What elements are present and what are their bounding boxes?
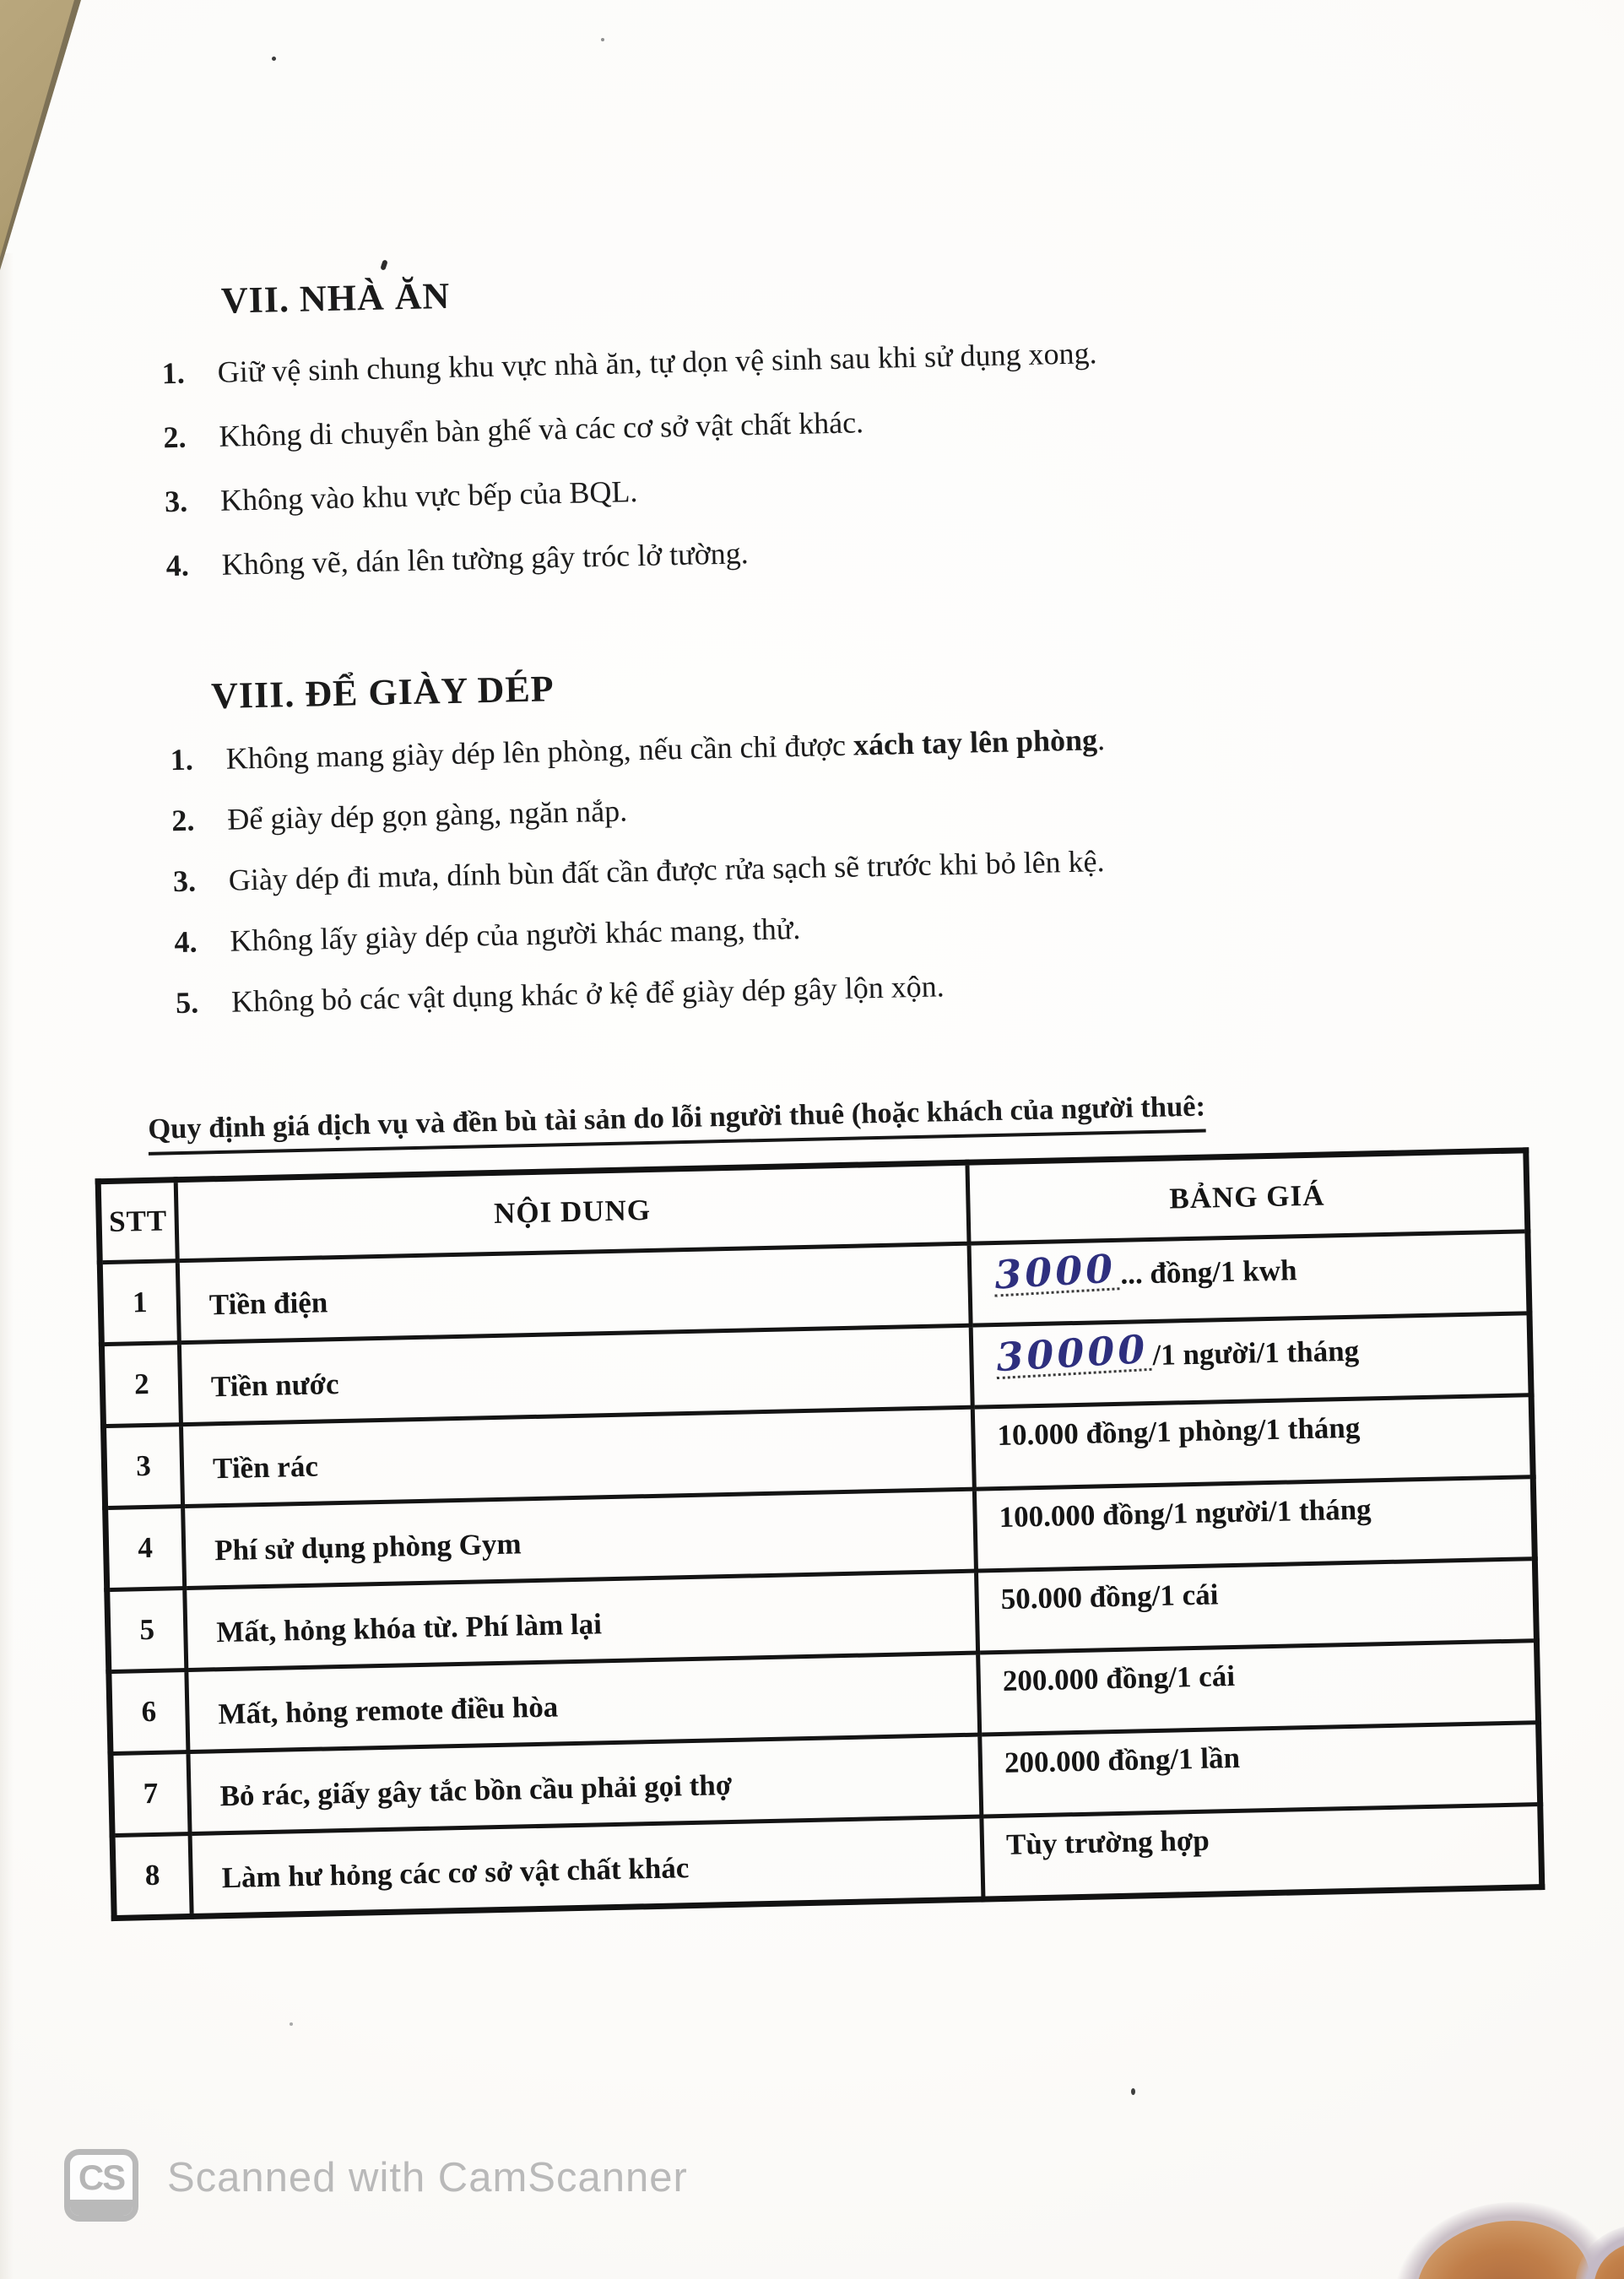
list-item-text: Không bỏ các vật dụng khác ở kệ để giày dép gây lộn xộn. (230, 969, 945, 1019)
scan-speck (290, 2022, 293, 2026)
scan-speck (1131, 2088, 1135, 2095)
cell-content: Phí sử dụng phòng Gym (183, 1489, 977, 1588)
cell-stt: 6 (109, 1670, 188, 1754)
list-item-number: 1. (161, 355, 186, 391)
cell-stt: 1 (100, 1261, 179, 1345)
handwritten-price: 3000 (993, 1250, 1119, 1296)
cell-content: Mất, hỏng khóa từ. Phí làm lại (185, 1571, 978, 1670)
list-item (161, 327, 1369, 394)
cell-price: 3000... đồng/1 kwh (969, 1232, 1529, 1325)
list-item (174, 894, 1441, 963)
handwritten-price: 30000 (994, 1331, 1151, 1379)
cell-content: Tiền điện (177, 1243, 971, 1342)
cell-stt: 2 (101, 1343, 181, 1426)
list-item-number: 1. (170, 742, 194, 777)
cell-stt: 4 (106, 1507, 185, 1590)
list-item-number: 4. (174, 924, 198, 960)
list-item-number: 4. (165, 548, 190, 583)
cell-stt: 3 (103, 1425, 182, 1508)
cell-price: Tùy trường hợp (982, 1805, 1542, 1899)
list-item-text: Không vào khu vực bếp của BQL. (219, 474, 638, 517)
list-item-text: Giày dép đi mưa, dính bùn đất cần được rửa sạch sẽ trước khi bỏ lên kệ. (228, 844, 1105, 897)
column-header-stt: STT (98, 1180, 177, 1263)
scan-speck (272, 57, 276, 61)
column-header-banggia: BẢNG GIÁ (967, 1150, 1528, 1243)
list-item-text: Không di chuyển bàn ghế và các cơ sở vật chất khác. (219, 405, 864, 453)
section-vii-list (161, 327, 1373, 587)
list-item-number: 3. (164, 484, 188, 519)
cell-content: Tiền nước (179, 1325, 972, 1424)
list-item-number: 3. (172, 863, 197, 899)
section-viii-list (170, 712, 1442, 1024)
list-item-text: Để giày dép gọn gàng, ngăn nắp. (226, 793, 628, 836)
cell-stt: 7 (111, 1752, 190, 1836)
list-item-text: Không vẽ, dán lên tường gây tróc lở tường. (221, 536, 750, 582)
list-item (165, 455, 1372, 522)
list-item (165, 519, 1373, 587)
column-header-noidung: NỘI DUNG (176, 1162, 969, 1260)
cell-price: 200.000 đồng/1 lần (980, 1723, 1540, 1816)
scan-speck (601, 38, 604, 41)
section-heading-vii: VII. NHÀ ĂN (220, 274, 451, 322)
list-item-number: 2. (171, 803, 195, 838)
cell-price: 10.000 đồng/1 phòng/1 tháng (972, 1395, 1533, 1489)
list-item-text: Giữ vệ sinh chung khu vực nhà ăn, tự dọn vệ sinh sau khi sử dụng xong. (217, 336, 1097, 389)
section-heading-viii: VIII. ĐỂ GIÀY DÉP (210, 668, 555, 717)
list-item (171, 772, 1438, 842)
cell-content: Bỏ rác, giấy gây tắc bồn cầu phải gọi thợ (188, 1735, 982, 1833)
list-item (170, 712, 1437, 781)
cell-stt: 8 (112, 1834, 192, 1919)
list-item (172, 833, 1439, 902)
cell-content: Làm hư hỏng các cơ sở vật chất khác (190, 1816, 983, 1916)
camscanner-watermark-text: Scanned with CamScanner (167, 2155, 688, 2201)
camscanner-icon (64, 2149, 138, 2222)
cell-price: 200.000 đồng/1 cái (978, 1641, 1539, 1735)
list-item-text: Không lấy giày dép của người khác mang, thử. (230, 911, 801, 958)
list-item-text: Không mang giày dép lên phòng, nếu cần chỉ được xách tay lên phòng. (225, 723, 1106, 776)
cell-content: Mất, hỏng remote điều hòa (187, 1653, 980, 1751)
list-item (163, 391, 1371, 458)
cell-price: 50.000 đồng/1 cái (976, 1559, 1536, 1653)
list-item-number: 2. (163, 420, 187, 455)
pricing-table (95, 1147, 1546, 1921)
cell-price: 30000/1 người/1 tháng (971, 1313, 1531, 1407)
cell-price: 100.000 đồng/1 người/1 tháng (974, 1477, 1535, 1571)
list-item-number: 5. (175, 985, 199, 1020)
cell-content: Tiền rác (181, 1407, 974, 1506)
camscanner-icon-bar (70, 2200, 133, 2216)
list-item (176, 955, 1443, 1024)
camscanner-icon-letters: CS (78, 2157, 125, 2197)
pricing-table-title: Quy định giá dịch vụ và đền bù tài sản do lỗi người thuê (hoặc khách của người thuê: (148, 1091, 1206, 1156)
cell-stt: 5 (107, 1589, 187, 1672)
